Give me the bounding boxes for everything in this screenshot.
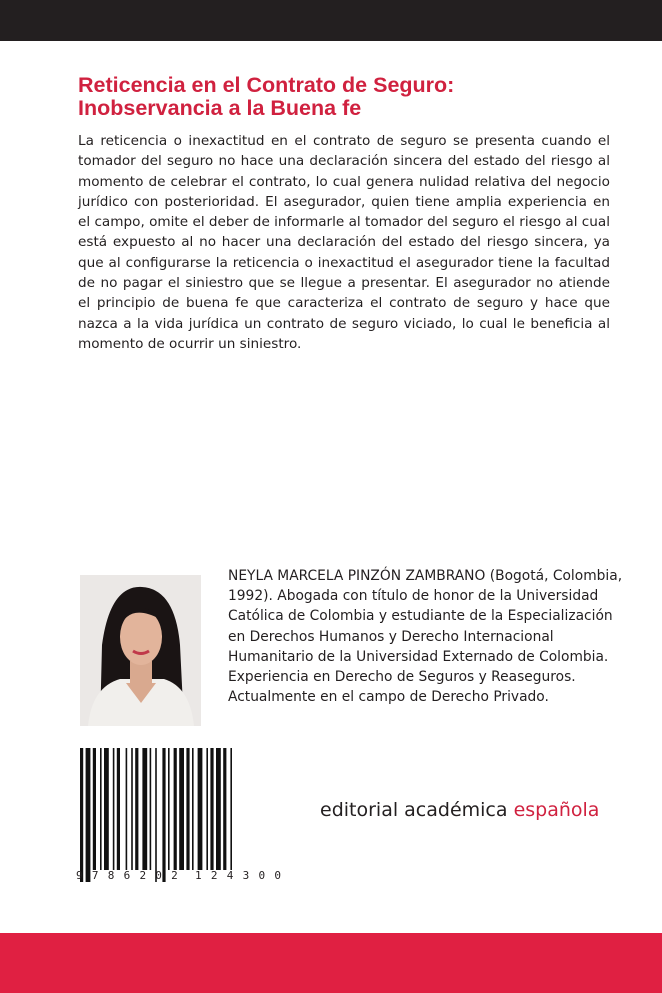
barcode-bar (223, 748, 226, 870)
barcode-bar (186, 748, 189, 870)
barcode-bar (113, 748, 115, 870)
isbn-digit: 3 (242, 869, 250, 882)
barcode-bar (104, 748, 109, 870)
isbn-barcode (76, 748, 276, 888)
barcode-bar (162, 748, 165, 882)
barcode-bar (179, 748, 184, 870)
publisher-name: editorial académica (320, 799, 508, 821)
barcode-bar (230, 748, 232, 870)
isbn-digit: 9 (76, 869, 83, 882)
isbn-digit: 8 (107, 869, 115, 882)
barcode-bar (117, 748, 120, 870)
barcode-bar (155, 748, 157, 882)
isbn-digit: 2 (171, 869, 178, 882)
isbn-digit: 1 (195, 869, 202, 882)
bottom-band (0, 933, 662, 993)
isbn-digit: 2 (139, 869, 147, 882)
barcode-bar (150, 748, 152, 870)
book-title (78, 74, 598, 120)
barcode-bar (192, 748, 194, 870)
barcode-bar (135, 748, 138, 870)
publisher-name-accent: española (513, 799, 600, 821)
isbn-digit: 4 (226, 869, 234, 882)
isbn-digit: 0 (258, 869, 266, 882)
top-band (0, 0, 662, 41)
barcode-bar (174, 748, 177, 870)
barcode-bar (216, 748, 221, 870)
isbn-digit: 7 (91, 869, 99, 882)
isbn-digit: 0 (274, 869, 281, 882)
barcode-bar (168, 748, 170, 870)
author-bio: NEYLA MARCELA PINZÓN ZAMBRANO (Bogotá, Colombia, 1992). Abogada con título de honor de la Universidad Católica de Colombia y estudiante de la Especialización en Derechos Humanos y Derecho Internacional Humanitario de la Universidad Externado de Colombia. Experiencia en Derecho de Seguros y Reaseguros. Actualmente en el campo de Derecho Privado. (228, 568, 623, 706)
isbn-digit: 6 (123, 869, 131, 882)
barcode-bar (93, 748, 96, 870)
title-line-1: Reticencia en el Contrato de Seguro: (78, 73, 455, 97)
isbn-number (76, 869, 281, 882)
barcode-bar (80, 748, 83, 882)
book-blurb: La reticencia o inexactitud en el contrato de seguro se presenta cuando el tomador del seguro no hace una declaración sincera del estado del riesgo al momento de celebrar el contrato, lo cual genera nulidad relativa del negocio jurídico con posterioridad. El asegurador, quien tiene amplia experiencia en el campo, omite el deber de informarle al tomador del seguro el riesgo al cual está expuesto al no hacer una declaración del estado del riesgo sincera, ya que al configurarse la reticencia o inexactitud el asegurador tiene la facultad de no pagar el siniestro que se llegue a presentar. El asegurador no atiende el principio de buena fe que caracteriza el contrato de seguro y hace que nazca a la vida jurídica un contrato de seguro viciado, lo cual le beneficia al momento de ocurrir un siniestro. (78, 133, 610, 352)
barcode-bar (198, 748, 203, 870)
title-line-2: Inobservancia a la Buena fe (78, 96, 362, 120)
isbn-digit: 2 (210, 869, 218, 882)
publisher-logo (320, 799, 599, 821)
barcode-bar (206, 748, 208, 870)
barcode-bar (210, 748, 213, 870)
isbn-digit: 0 (155, 869, 162, 882)
barcode-bar (131, 748, 133, 870)
barcode-bar (126, 748, 128, 870)
barcode-bar (142, 748, 147, 870)
author-photo (80, 575, 201, 726)
barcode-bar (86, 748, 91, 882)
barcode-bar (100, 748, 102, 870)
